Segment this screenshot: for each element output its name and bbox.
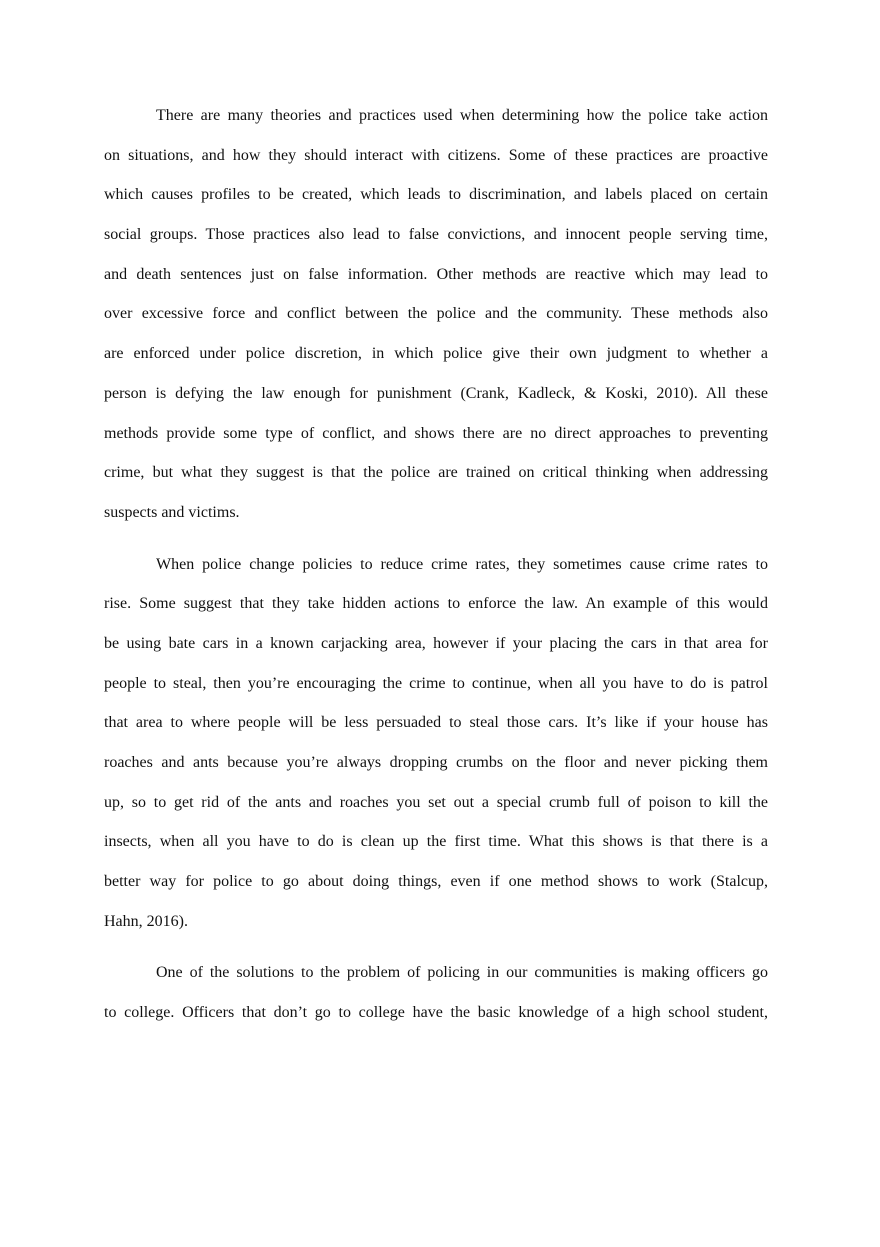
paragraph-line: and death sentences just on false information. Other methods are reactive which may lead to — [104, 265, 768, 283]
paragraph-line: crime, but what they suggest is that the police are trained on critical thinking when addressing — [104, 464, 768, 482]
paragraph-line: better way for police to go about doing things, even if one method shows to work (Stalcup, — [104, 873, 768, 891]
paragraph-2 — [104, 545, 768, 942]
paragraph-line: on situations, and how they should interact with citizens. Some of these practices are proactive — [104, 146, 768, 164]
paragraph-1 — [104, 96, 768, 533]
paragraph-line: be using bate cars in a known carjacking area, however if your placing the cars in that area for — [104, 634, 768, 652]
paragraph-line: people to steal, then you’re encouraging the crime to continue, when all you have to do is patrol — [104, 674, 768, 692]
paragraph-line: suspects and victims. — [104, 503, 240, 521]
document-body — [104, 96, 768, 1045]
paragraph-line: Hahn, 2016). — [104, 912, 188, 930]
paragraph-line: which causes profiles to be created, which leads to discrimination, and labels placed on certain — [104, 186, 768, 204]
paragraph-line: One of the solutions to the problem of policing in our communities is making officers go — [156, 964, 768, 982]
paragraph-line: person is defying the law enough for punishment (Crank, Kadleck, & Koski, 2010). All these — [104, 384, 768, 402]
paragraph-line: up, so to get rid of the ants and roaches you set out a special crumb full of poison to kill the — [104, 793, 768, 811]
paragraph-line: There are many theories and practices used when determining how the police take action — [156, 107, 768, 124]
paragraph-line: rise. Some suggest that they take hidden actions to enforce the law. An example of this would — [104, 595, 768, 613]
paragraph-line: insects, when all you have to do is clean up the first time. What this shows is that there is a — [104, 833, 768, 851]
paragraph-line: are enforced under police discretion, in which police give their own judgment to whether a — [104, 345, 768, 363]
paragraph-line: methods provide some type of conflict, and shows there are no direct approaches to preventing — [104, 424, 768, 442]
paragraph-line: social groups. Those practices also lead to false convictions, and innocent people serving time, — [104, 226, 768, 244]
paragraph-line: roaches and ants because you’re always dropping crumbs on the floor and never picking them — [104, 754, 768, 771]
paragraph-line: When police change policies to reduce crime rates, they sometimes cause crime rates to — [156, 555, 768, 573]
paragraph-3 — [104, 953, 768, 1032]
paragraph-line: over excessive force and conflict between the police and the community. These methods also — [104, 305, 768, 323]
paragraph-line: that area to where people will be less persuaded to steal those cars. It’s like if your house has — [104, 714, 768, 732]
paragraph-line: to college. Officers that don’t go to college have the basic knowledge of a high school student, — [104, 1004, 768, 1022]
